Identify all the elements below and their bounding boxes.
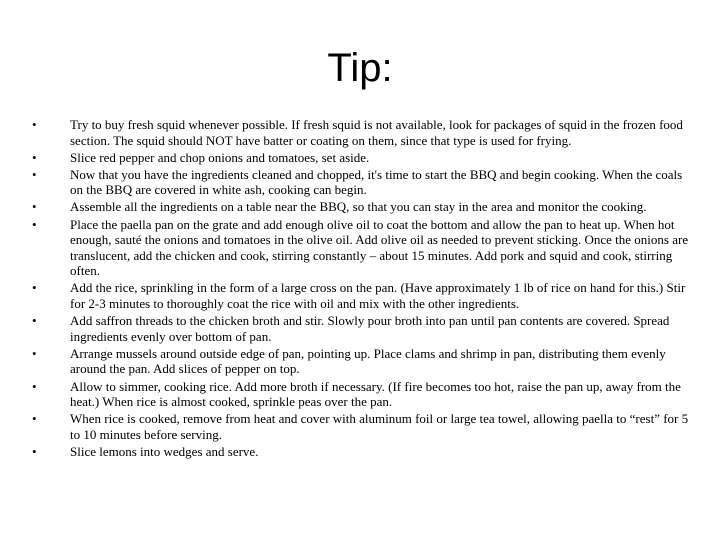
- list-item-text: Slice red pepper and chop onions and tomatoes, set aside.: [70, 149, 370, 165]
- list-item-text: Arrange mussels around outside edge of pan, pointing up. Place clams and shrimp in pan, distributing them evenly around the pan. Add slices of pepper on top.: [70, 345, 666, 377]
- list-item: [0, 117, 720, 148]
- list-item-text: Allow to simmer, cooking rice. Add more broth if necessary. (If fire becomes too hot, raise the pan up, away from the heat.) When rice is almost cooked, sprinkle peas over the pan.: [70, 378, 681, 410]
- bullet-icon: •: [32, 378, 37, 394]
- list-item: [0, 411, 720, 442]
- bullet-icon: •: [32, 345, 37, 361]
- list-item: [0, 150, 720, 166]
- bullet-icon: •: [32, 216, 37, 232]
- tip-list: [0, 117, 720, 461]
- list-item: [0, 199, 720, 215]
- list-item-text: Try to buy fresh squid whenever possible. If fresh squid is not available, look for packages of squid in the frozen food section. The squid should NOT have batter or coating on them, since that type is used for frying.: [70, 117, 683, 148]
- bullet-icon: •: [32, 313, 37, 329]
- bullet-icon: •: [32, 280, 37, 296]
- list-item-text: Assemble all the ingredients on a table near the BBQ, so that you can stay in the area and monitor the cooking.: [70, 199, 647, 215]
- bullet-icon: •: [32, 117, 37, 132]
- bullet-icon: •: [32, 149, 37, 165]
- list-item: [0, 379, 720, 410]
- list-item-text: Add the rice, sprinkling in the form of a large cross on the pan. (Have approximately 1 lb of rice on hand for this.) Stir for 2-3 minutes to thoroughly coat the rice with oil and mix with the other ingredients.: [70, 280, 686, 312]
- list-item: [0, 346, 720, 377]
- bullet-icon: •: [32, 199, 37, 215]
- list-item: [0, 313, 720, 344]
- list-item-text: Slice lemons into wedges and serve.: [70, 443, 259, 459]
- slide-title: Tip:: [327, 46, 393, 90]
- list-item-text: Place the paella pan on the grate and add enough olive oil to coat the bottom and allow the pan to heat up. When hot enough, sauté the onions and tomatoes in the olive oil. Add olive oil as needed to prevent sticking. Once the onions are translucent, add the chicken and cook, stirring constantly – about 15 minutes. Add pork and squid and cook, stirring often.: [70, 216, 689, 279]
- list-item: [0, 167, 720, 198]
- list-item: [0, 280, 720, 311]
- bullet-icon: •: [32, 166, 37, 182]
- list-item-text: When rice is cooked, remove from heat and cover with aluminum foil or large tea towel, allowing paella to “rest” for 5 to 10 minutes before serving.: [70, 411, 689, 442]
- list-item: [0, 444, 720, 460]
- bullet-icon: •: [32, 443, 37, 459]
- bullet-icon: •: [32, 411, 37, 427]
- list-item: [0, 217, 720, 279]
- list-item-text: Add saffron threads to the chicken broth and stir. Slowly pour broth into pan until pan contents are covered. Spread ingredients evenly over bottom of pan.: [70, 313, 670, 344]
- list-item-text: Now that you have the ingredients cleaned and chopped, it's time to start the BBQ and begin cooking. When the coals on the BBQ are covered in white ash, cooking can begin.: [70, 166, 683, 198]
